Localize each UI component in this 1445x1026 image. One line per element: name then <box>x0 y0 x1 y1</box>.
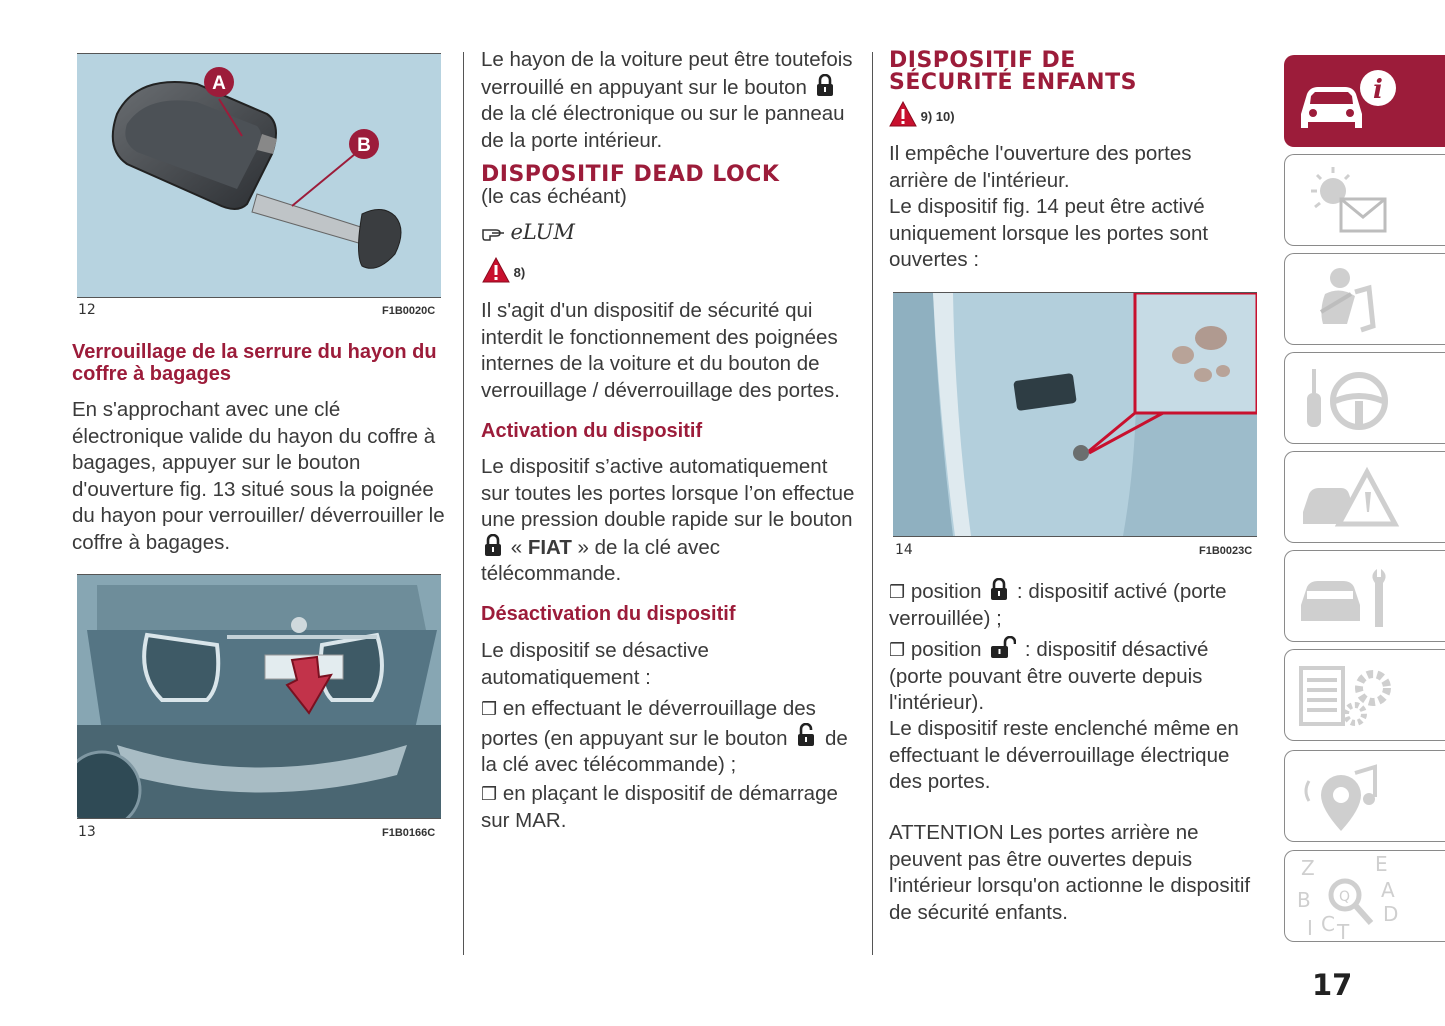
activation-text-b: » de la clé avec télécommande. <box>481 535 720 586</box>
dead-lock-subtitle: (le cas échéant) <box>481 185 627 208</box>
activation-paragraph <box>481 454 861 588</box>
technical-data-icon <box>1285 650 1415 742</box>
tailgate-paragraph: En s'approchant avec une clé électronique valide du hayon du coffre à bagages, appuyer sur le bouton d'ouverture fig. 13 situé sous la poignée du hayon pour verrouiller/ déverrouiller le coffre à bagages. <box>72 398 445 554</box>
bullet-checkbox: ❒ <box>481 784 498 804</box>
lock-icon <box>816 74 834 96</box>
child-safety-paragraph-2: Le dispositif fig. 14 peut être activé uniquement lorsque les portes sont ouvertes : <box>889 195 1209 272</box>
elum-badge <box>482 220 575 246</box>
tailgate-lock-heading: Verrouillage de la serrure du hayon du coffre à bagages <box>72 341 437 385</box>
figure-14-door-lock <box>893 292 1257 537</box>
index-letter: A <box>1381 878 1395 902</box>
deactivation-title: Désactivation du dispositif <box>481 603 736 625</box>
position-active-text: : dispositif activé (porte verrouillée) ; <box>889 580 1227 630</box>
tab-emergency[interactable] <box>1284 451 1445 543</box>
bullet1-text-b: de la clé avec télécommande) ; <box>481 726 848 777</box>
figure-number: 14 <box>895 542 913 558</box>
figure-12-key <box>77 53 441 298</box>
label-b: B <box>357 135 371 156</box>
bullet2-text: en plaçant le dispositif de démarrage sur MAR. <box>481 782 838 832</box>
svg-text:i: i <box>1373 75 1383 105</box>
figure-number: 12 <box>78 302 96 318</box>
figure-code: F1B0023C <box>1199 545 1253 557</box>
index-letter: Z <box>1301 856 1315 880</box>
quote-open: « <box>510 535 523 559</box>
car-info-icon <box>1285 56 1415 148</box>
door-child-lock-illustration <box>893 293 1257 536</box>
warning-triangle-icon <box>889 101 917 127</box>
dashboard-lights-icon <box>1285 155 1415 247</box>
position-active <box>889 578 1259 632</box>
warning-triangle-icon <box>482 257 510 283</box>
safety-airbag-icon <box>1285 254 1415 346</box>
child-safety-paragraph-1: Il empêche l'ouverture des portes arrière de l'intérieur. <box>889 142 1192 192</box>
index-letter: D <box>1383 902 1399 926</box>
bullet-checkbox: ❒ <box>889 640 906 660</box>
warning-refs-text: 9) 10) <box>920 109 955 124</box>
tab-car-info[interactable] <box>1284 55 1445 147</box>
bullet-checkbox: ❒ <box>889 582 906 602</box>
tab-starting-driving[interactable] <box>1284 352 1445 444</box>
unlock-icon <box>796 723 816 747</box>
activation-title: Activation du dispositif <box>481 420 703 442</box>
child-safety-title-line2: SÉCURITÉ ENFANTS <box>889 70 1137 95</box>
tab-index[interactable] <box>1284 850 1445 942</box>
index-letter: T <box>1337 920 1350 943</box>
fiat-brand: FIAT <box>527 535 572 559</box>
child-safety-title-line1: DISPOSITIF DE <box>889 48 1076 73</box>
intro-text-a: Le hayon de la voiture peut être toutefois verrouillé en appuyant sur le bouton <box>481 48 853 99</box>
index-letter: E <box>1375 852 1388 876</box>
index-icon <box>1285 851 1415 943</box>
emergency-warning-icon <box>1285 452 1415 544</box>
maintenance-icon <box>1285 551 1415 643</box>
figure-13-tailgate <box>77 574 441 819</box>
label-a: A <box>212 73 226 94</box>
index-letter: Q <box>1339 889 1351 905</box>
pointing-hand-icon <box>482 222 506 242</box>
child-safety-paragraph-3: Le dispositif reste enclenché même en effectuant le déverrouillage électrique des portes. <box>889 717 1239 794</box>
column-divider <box>463 52 464 955</box>
warning-refs-9-10 <box>889 101 955 127</box>
position-inactive-text: : dispositif désactivé (porte pouvant être ouverte depuis l'intérieur). <box>889 638 1209 715</box>
tab-safety[interactable] <box>1284 253 1445 345</box>
multimedia-icon <box>1285 751 1415 843</box>
index-letter: C <box>1321 912 1335 936</box>
index-letter: I <box>1307 916 1313 940</box>
elum-label: eLUM <box>510 220 575 244</box>
tab-maintenance[interactable] <box>1284 550 1445 642</box>
index-letter: B <box>1297 888 1311 912</box>
electronic-key-illustration <box>77 54 441 297</box>
warning-ref-8 <box>482 257 525 283</box>
column-divider <box>872 52 873 955</box>
tab-dashboard[interactable] <box>1284 154 1445 246</box>
tailgate-illustration <box>77 575 441 818</box>
tab-technical-data[interactable] <box>1284 649 1445 741</box>
activation-text-a: Le dispositif s’active automatiquement sur toutes les portes lorsque l’on effectue une pression double rapide sur le bouton <box>481 455 855 532</box>
figure-code: F1B0020C <box>382 305 436 317</box>
bullet-checkbox: ❒ <box>481 699 498 719</box>
page-number: 17 <box>1312 968 1353 1002</box>
lock-icon <box>990 578 1008 600</box>
unlock-icon <box>990 636 1016 658</box>
deactivation-bullet-2 <box>481 781 859 834</box>
lock-icon <box>484 534 502 556</box>
tab-multimedia[interactable] <box>1284 750 1445 842</box>
dead-lock-description: Il s'agit d'un dispositif de sécurité qui interdit le fonctionnement des poignées internes de la voiture et du bouton de verrouillage / déverrouillage des portes. <box>481 299 840 402</box>
position-label: position <box>910 638 982 661</box>
intro-paragraph <box>481 47 859 154</box>
key-steering-wheel-icon <box>1285 353 1415 445</box>
bullet1-text-a: en effectuant le déverrouillage des portes (en appuyant sur le bouton <box>481 697 816 750</box>
deactivation-bullet-1 <box>481 696 859 779</box>
figure-code: F1B0166C <box>382 827 436 839</box>
figure-number: 13 <box>78 824 96 840</box>
position-inactive <box>889 636 1259 717</box>
dead-lock-title: DISPOSITIF DEAD LOCK <box>481 162 780 187</box>
attention-note: ATTENTION Les portes arrière ne peuvent pas être ouvertes depuis l'intérieur lorsqu'on actionne le dispositif de sécurité enfants. <box>889 821 1251 924</box>
deactivation-intro: Le dispositif se désactive automatiquement : <box>481 639 709 689</box>
intro-text-b: de la clé électronique ou sur le panneau de la porte intérieur. <box>481 102 845 152</box>
position-label: position <box>910 580 982 603</box>
warning-ref-text: 8) <box>513 265 526 280</box>
